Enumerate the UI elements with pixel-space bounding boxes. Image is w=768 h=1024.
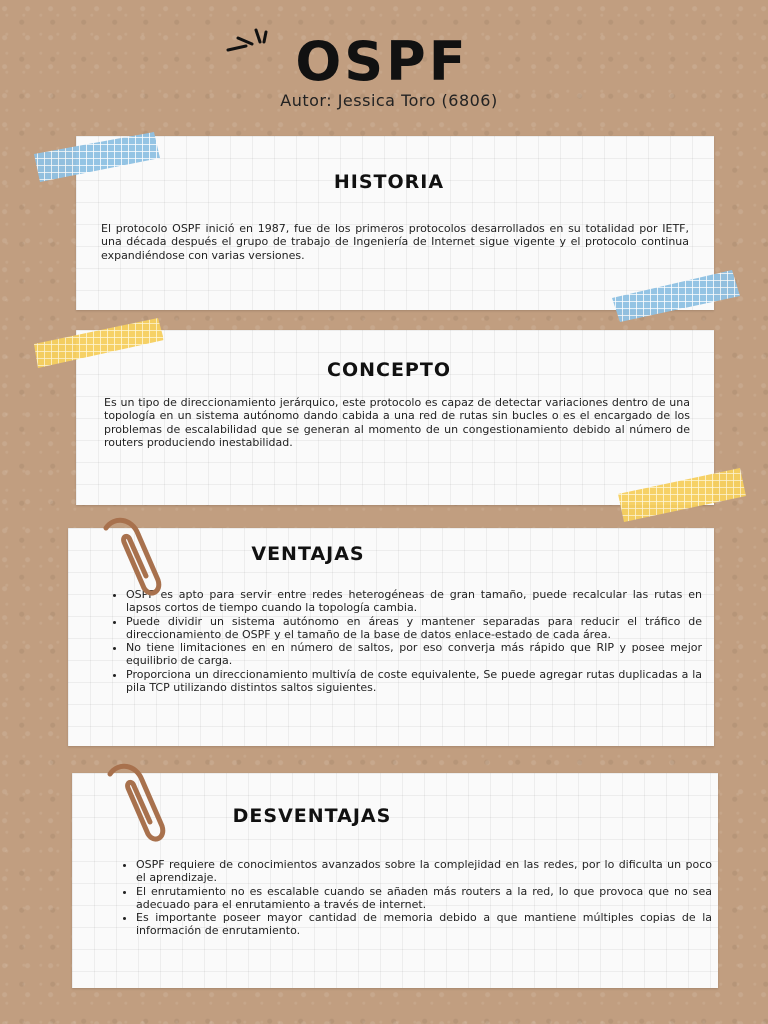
- list-item: • OSPF es apto para servir entre redes heterogéneas de gran tamaño, puede recalcular las rutas en lapsos cortos de tiempo cuando la topología cambia.: [126, 588, 702, 615]
- yellow-tape-icon: [30, 316, 166, 372]
- list-item: • OSPF requiere de conocimientos avanzados sobre la complejidad en las redes, por lo dificulta un poco el aprendizaje.: [136, 858, 712, 885]
- desventajas-list: [116, 858, 712, 938]
- concepto-heading: CONCEPTO: [327, 359, 451, 381]
- yellow-tape-icon: [614, 466, 750, 526]
- desventajas-heading: DESVENTAJAS: [232, 805, 392, 827]
- ventajas-list: [106, 588, 702, 694]
- list-item: • Es importante poseer mayor cantidad de memoria debido a que mantiene múltiples copias de la información de enrutamiento.: [136, 911, 712, 938]
- blue-tape-icon: [608, 266, 744, 326]
- paperclip-icon: [92, 514, 176, 600]
- blue-tape-icon: [30, 130, 162, 186]
- concepto-text: Es un tipo de direccionamiento jerárquico, este protocolo es capaz de detectar variaciones dentro de una topología en un sistema autónomo dando cabida a una red de rutas sin bucles o es el encargado de los problemas de escalabilidad que se generan al momento de un congestionamiento debido al número de routers produciendo inestabilidad.: [104, 396, 690, 449]
- list-item: • Proporciona un direccionamiento multivía de coste equivalente, Se puede agregar rutas duplicadas a la pila TCP utilizando distintos saltos siguientes.: [126, 668, 702, 695]
- list-item: • Puede dividir un sistema autónomo en áreas y mantener separadas para reducir el tráfico de direccionamiento de OSPF y el tamaño de la base de datos enlace-estado de cada área.: [126, 615, 702, 642]
- page-title: OSPF: [295, 30, 469, 93]
- historia-heading: HISTORIA: [333, 171, 445, 193]
- list-item: • El enrutamiento no es escalable cuando se añaden más routers a la red, lo que provoca que no sea adecuado para el enrutamiento a través de internet.: [136, 885, 712, 912]
- author-line: Autor: Jessica Toro (6806): [280, 91, 498, 110]
- historia-text: El protocolo OSPF inició en 1987, fue de los primeros protocolos desarrollados en su totalidad por IETF, una década después el grupo de trabajo de Ingeniería de Internet sigue vigente y el protocolo continua expandiéndose con varias versiones.: [101, 222, 689, 262]
- list-item: • No tiene limitaciones en en número de saltos, por eso converja más rápido que RIP y posee mejor equilibrio de carga.: [126, 641, 702, 668]
- ventajas-heading: VENTAJAS: [251, 543, 365, 565]
- paperclip-icon: [96, 760, 180, 846]
